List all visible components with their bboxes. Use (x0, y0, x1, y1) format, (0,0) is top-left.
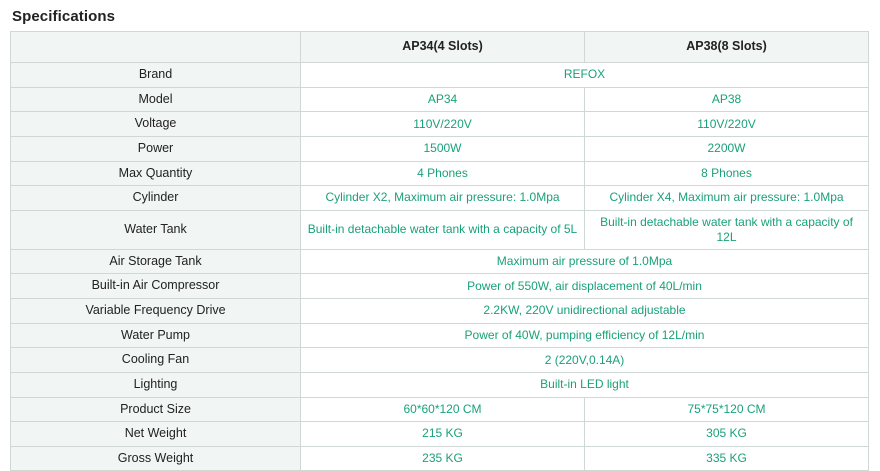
table-row (11, 372, 869, 397)
row-value-shared: Maximum air pressure of 1.0Mpa (301, 249, 869, 274)
table-row (11, 348, 869, 373)
table-row (11, 210, 869, 249)
row-label: Water Tank (11, 210, 301, 249)
table-row (11, 397, 869, 422)
table-row (11, 112, 869, 137)
table-row (11, 136, 869, 161)
table-row (11, 161, 869, 186)
row-value-shared: 2 (220V,0.14A) (301, 348, 869, 373)
table-header-blank (11, 32, 301, 63)
row-value-shared: 2.2KW, 220V unidirectional adjustable (301, 299, 869, 324)
row-value-ap34: 4 Phones (301, 161, 585, 186)
row-label: Built-in Air Compressor (11, 274, 301, 299)
row-label: Voltage (11, 112, 301, 137)
row-label: Brand (11, 63, 301, 88)
row-value-shared: Built-in LED light (301, 372, 869, 397)
table-header-ap34: AP34(4 Slots) (301, 32, 585, 63)
table-row (11, 274, 869, 299)
row-value-ap34: Built-in detachable water tank with a capacity of 5L (301, 210, 585, 249)
row-value-ap34: AP34 (301, 87, 585, 112)
row-value-ap38: 305 KG (585, 422, 869, 447)
row-value-ap38: 8 Phones (585, 161, 869, 186)
row-value-ap38: 335 KG (585, 446, 869, 471)
row-label: Gross Weight (11, 446, 301, 471)
row-value-ap38: 110V/220V (585, 112, 869, 137)
row-value-ap34: Cylinder X2, Maximum air pressure: 1.0Mpa (301, 186, 585, 211)
row-value-shared: Power of 550W, air displacement of 40L/min (301, 274, 869, 299)
row-label: Net Weight (11, 422, 301, 447)
row-label: Lighting (11, 372, 301, 397)
table-row (11, 422, 869, 447)
row-label: Power (11, 136, 301, 161)
table-header-ap38: AP38(8 Slots) (585, 32, 869, 63)
row-label: Max Quantity (11, 161, 301, 186)
row-value-ap34: 1500W (301, 136, 585, 161)
specifications-table (10, 31, 869, 471)
row-value-ap34: 215 KG (301, 422, 585, 447)
row-value-ap38: Cylinder X4, Maximum air pressure: 1.0Mpa (585, 186, 869, 211)
table-row (11, 299, 869, 324)
table-body (11, 32, 869, 471)
table-row (11, 87, 869, 112)
row-value-ap38: Built-in detachable water tank with a capacity of 12L (585, 210, 869, 249)
row-value-ap38: 2200W (585, 136, 869, 161)
row-value-ap34: 110V/220V (301, 112, 585, 137)
row-label: Water Pump (11, 323, 301, 348)
row-label: Variable Frequency Drive (11, 299, 301, 324)
table-row (11, 249, 869, 274)
row-label: Cooling Fan (11, 348, 301, 373)
row-value-ap34: 60*60*120 CM (301, 397, 585, 422)
table-header-row (11, 32, 869, 63)
table-row (11, 323, 869, 348)
table-row (11, 446, 869, 471)
row-value-ap34: 235 KG (301, 446, 585, 471)
row-value-shared: REFOX (301, 63, 869, 88)
table-row (11, 63, 869, 88)
page-title: Specifications (12, 8, 116, 25)
row-label: Air Storage Tank (11, 249, 301, 274)
row-value-ap38: AP38 (585, 87, 869, 112)
row-label: Cylinder (11, 186, 301, 211)
row-label: Model (11, 87, 301, 112)
table-row (11, 186, 869, 211)
row-value-shared: Power of 40W, pumping efficiency of 12L/min (301, 323, 869, 348)
row-value-ap38: 75*75*120 CM (585, 397, 869, 422)
row-label: Product Size (11, 397, 301, 422)
